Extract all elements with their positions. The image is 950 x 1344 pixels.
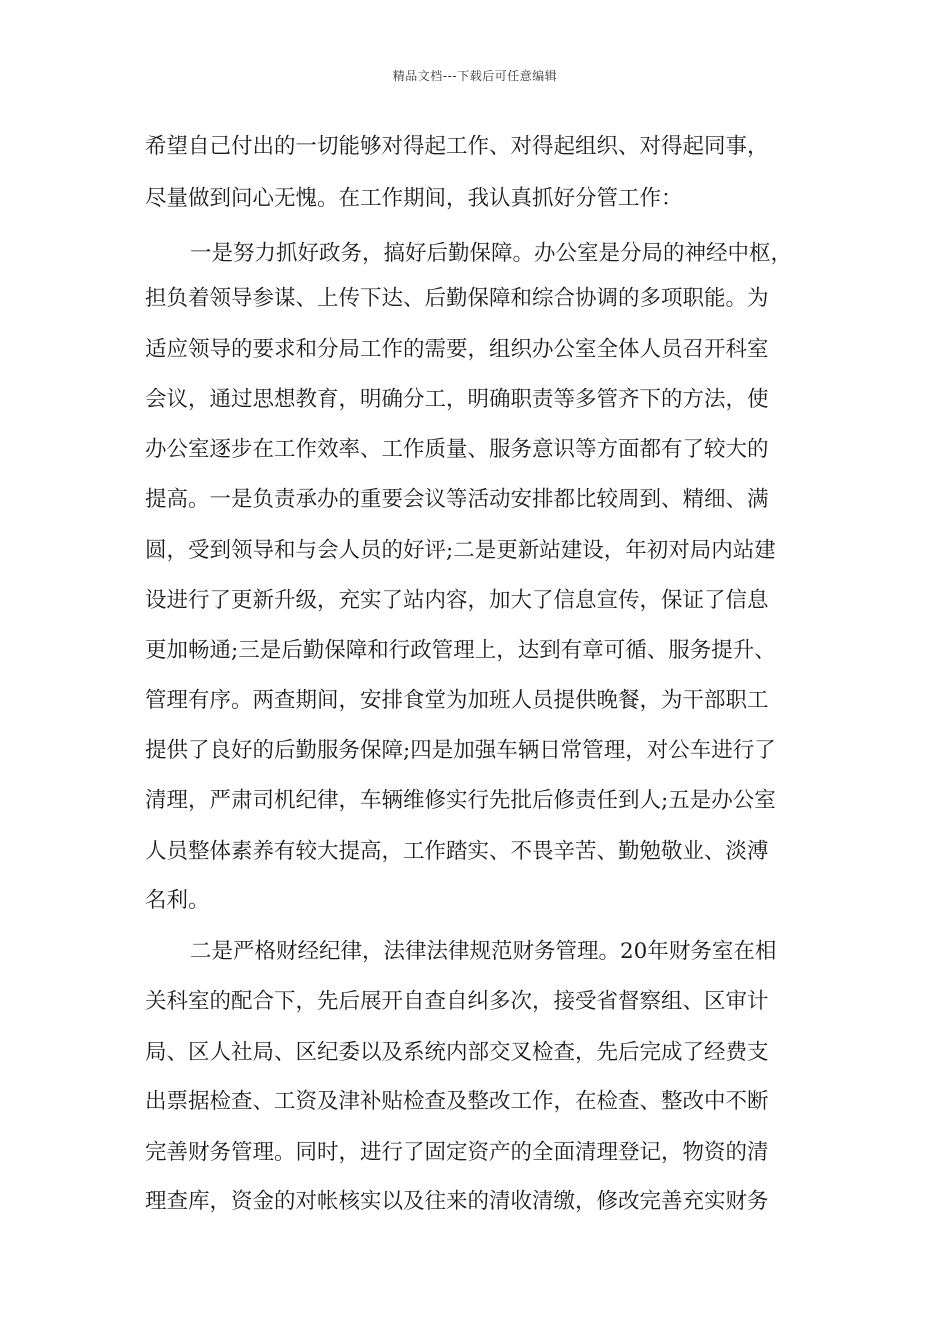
- paragraph-start-line: 一是努力抓好政务，搞好后勤保障。办公室是分局的神经中枢，: [190, 241, 793, 266]
- text-line: 会议，通过思想教育，明确分工，明确职责等多管齐下的方法，使: [145, 387, 769, 412]
- page-header: 精品文档---下载后可任意编辑: [392, 69, 558, 83]
- text-line: 管理有序。两查期间，安排食堂为加班人员提供晚餐，为干部职工: [145, 688, 769, 713]
- text-line: 清理，严肃司机纪律，车辆维修实行先批后修责任到人;五是办公室: [145, 788, 776, 813]
- text-line: 名利。: [145, 888, 210, 913]
- text-line: 关科室的配合下，先后展开自查自纠多次，接受省督察组、区审计: [145, 989, 769, 1014]
- text-line: 尽量做到问心无愧。在工作期间，我认真抓好分管工作：: [145, 186, 683, 211]
- text-line: 圆，受到领导和与会人员的好评;二是更新站建设，年初对局内站建: [145, 538, 776, 563]
- text-line: 设进行了更新升级，充实了站内容，加大了信息宣传，保证了信息: [145, 588, 769, 613]
- text-line: 出票据检查、工资及津补贴检查及整改工作，在检查、整改中不断: [145, 1089, 769, 1114]
- text-line: 担负着领导参谋、上传下达、后勤保障和综合协调的多项职能。为: [145, 286, 769, 311]
- text-line: 提供了良好的后勤服务保障;四是加强车辆日常管理，对公车进行了: [145, 738, 776, 763]
- text-line: 局、区人社局、区纪委以及系统内部交叉检查，先后完成了经费支: [145, 1040, 769, 1065]
- paragraph-start-line: 二是严格财经纪律，法律法律规范财务管理。20年财务室在相: [190, 939, 777, 964]
- text-line: 办公室逐步在工作效率、工作质量、服务意识等方面都有了较大的: [145, 437, 769, 462]
- text-line: 更加畅通;三是后勤保障和行政管理上，达到有章可循、服务提升、: [145, 638, 776, 663]
- text-line: 完善财务管理。同时，进行了固定资产的全面清理登记，物资的清: [145, 1140, 769, 1165]
- text-line: 希望自己付出的一切能够对得起工作、对得起组织、对得起同事，: [145, 134, 769, 159]
- text-line: 理查库，资金的对帐核实以及往来的清收清缴，修改完善充实财务: [145, 1189, 769, 1214]
- text-line: 适应领导的要求和分局工作的需要，组织办公室全体人员召开科室: [145, 337, 769, 362]
- text-line: 人员整体素养有较大提高，工作踏实、不畏辛苦、勤勉敬业、淡溥: [145, 839, 769, 864]
- text-line: 提高。一是负责承办的重要会议等活动安排都比较周到、精细、满: [145, 487, 769, 512]
